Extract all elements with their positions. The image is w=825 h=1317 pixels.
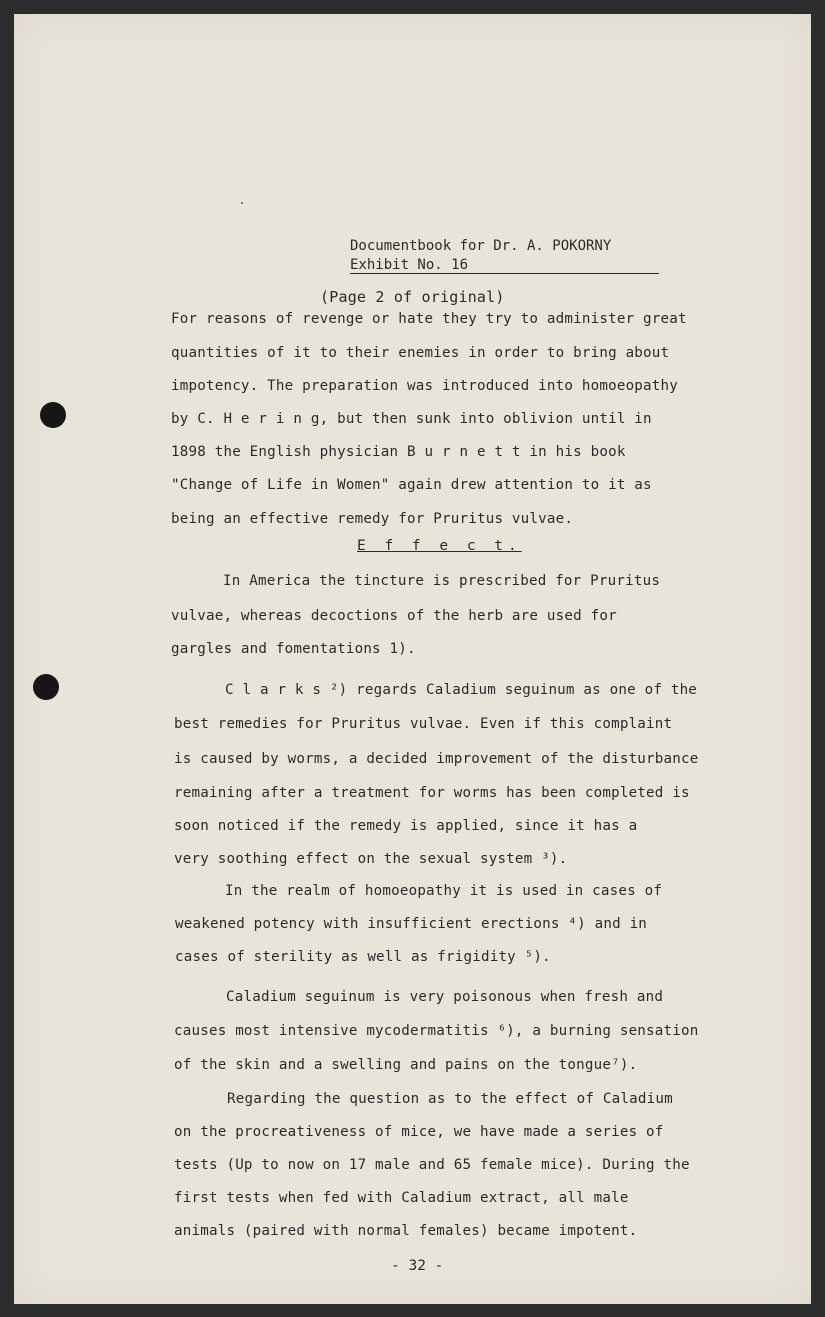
text-line: For reasons of revenge or hate they try to administer great: [171, 311, 687, 327]
page-number: - 32 -: [391, 1258, 444, 1274]
punch-hole-lower: [33, 674, 59, 700]
exhibit-number: Exhibit No. 16: [350, 257, 469, 273]
text-line: best remedies for Pruritus vulvae. Even if this complaint: [174, 716, 673, 732]
punch-hole-upper: [40, 402, 66, 428]
text-line: "Change of Life in Women" again drew attention to it as: [171, 477, 652, 493]
text-line: soon noticed if the remedy is applied, since it has a: [174, 818, 638, 834]
page-reference: (Page 2 of original): [320, 288, 505, 306]
text-line: of the skin and a swelling and pains on the tongue⁷).: [174, 1057, 638, 1073]
text-line: tests (Up to now on 17 male and 65 female mice). During the: [174, 1157, 690, 1173]
text-line: quantities of it to their enemies in order to bring about: [171, 345, 670, 361]
text-line: vulvae, whereas decoctions of the herb are used for: [171, 608, 617, 624]
text-line: remaining after a treatment for worms has been completed is: [174, 785, 690, 801]
text-line: animals (paired with normal females) became impotent.: [174, 1223, 638, 1239]
text-line: C l a r k s ²) regards Caladium seguinum as one of the: [225, 682, 698, 698]
paper-speck: [241, 202, 243, 204]
text-line: by C. H e r i n g, but then sunk into oblivion until in: [171, 411, 652, 427]
text-line: weakened potency with insufficient erections ⁴) and in: [175, 916, 648, 932]
text-line: cases of sterility as well as frigidity ⁵).: [175, 949, 551, 965]
text-line: Regarding the question as to the effect of Caladium: [227, 1091, 673, 1107]
text-line: gargles and fomentations 1).: [171, 641, 416, 657]
exhibit-underline: [350, 273, 659, 274]
text-line: In the realm of homoeopathy it is used in cases of: [225, 883, 663, 899]
text-line: first tests when fed with Caladium extract, all male: [174, 1190, 629, 1206]
section-heading-effect: E f f e c t.: [357, 538, 522, 554]
text-line: very soothing effect on the sexual system ³).: [174, 851, 568, 867]
text-line: Caladium seguinum is very poisonous when fresh and: [226, 989, 664, 1005]
text-line: being an effective remedy for Pruritus vulvae.: [171, 511, 574, 527]
text-line: is caused by worms, a decided improvement of the disturbance: [174, 751, 699, 767]
document-book-title: Documentbook for Dr. A. POKORNY: [350, 238, 612, 254]
text-line: impotency. The preparation was introduced into homoeopathy: [171, 378, 679, 394]
text-line: In America the tincture is prescribed for Pruritus: [223, 573, 661, 589]
document-page: [14, 14, 811, 1304]
text-line: on the procreativeness of mice, we have made a series of: [174, 1124, 664, 1140]
text-line: causes most intensive mycodermatitis ⁶), a burning sensation: [174, 1023, 699, 1039]
text-line: 1898 the English physician B u r n e t t in his book: [171, 444, 626, 460]
